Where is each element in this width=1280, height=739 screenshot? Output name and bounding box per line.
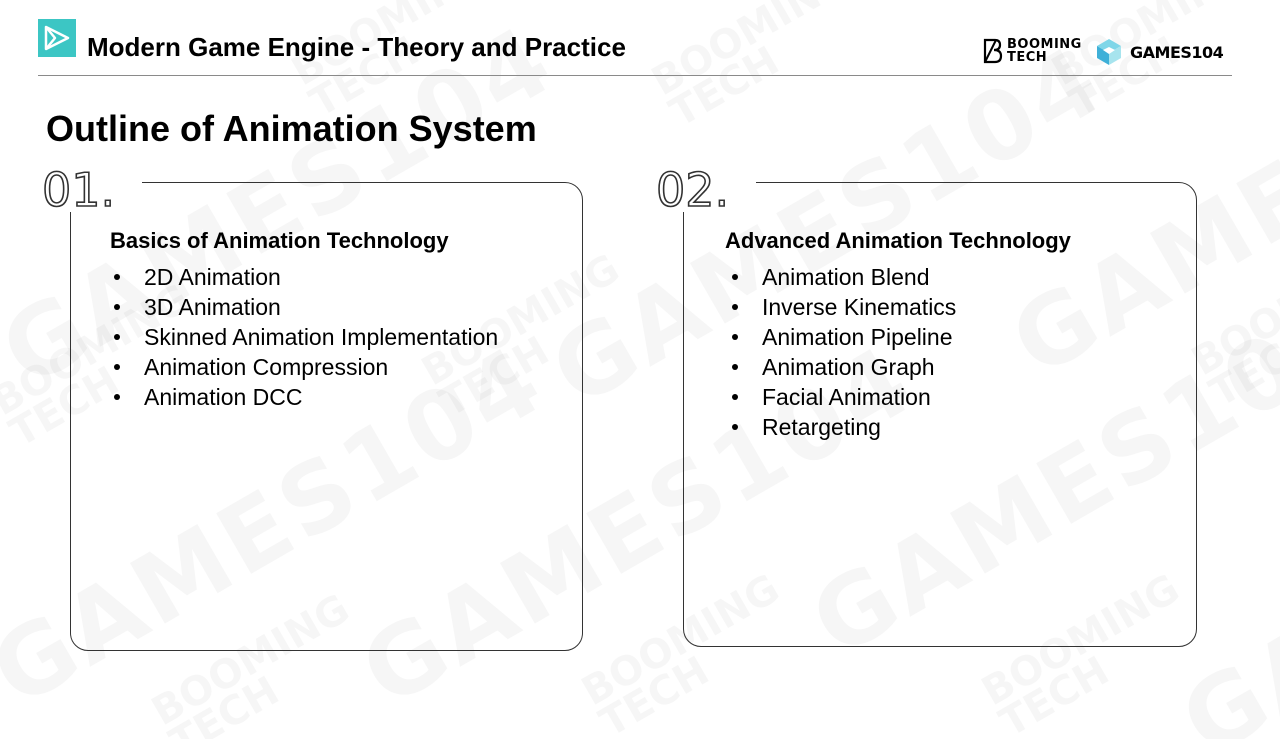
bullet-list-basics (112, 262, 498, 412)
booming-line-1: BOOMING (1007, 37, 1082, 52)
list-item: Animation Blend (730, 262, 956, 292)
bullet-dot (114, 394, 120, 400)
games104-logo (1094, 37, 1223, 67)
list-item: Facial Animation (730, 382, 956, 412)
bullet-dot (114, 274, 120, 280)
list-item: Animation Compression (112, 352, 498, 382)
games104-label: GAMES104 (1130, 42, 1224, 62)
section-number-02 (652, 166, 756, 212)
games-cube-icon (1094, 37, 1124, 67)
booming-line-2: TECH (1007, 50, 1048, 65)
play-logo-icon (38, 19, 76, 57)
section-number-01 (38, 166, 142, 212)
list-item: Inverse Kinematics (730, 292, 956, 322)
bullet-list-advanced (730, 262, 956, 442)
list-item: Animation DCC (112, 382, 498, 412)
bullet-dot (732, 364, 738, 370)
bullet-dot (114, 334, 120, 340)
section-number-text: 02. (656, 166, 730, 212)
bullet-dot (114, 304, 120, 310)
bullet-dot (732, 334, 738, 340)
course-title: Modern Game Engine - Theory and Practice (87, 32, 626, 62)
section-number-text: 01. (42, 166, 116, 212)
list-item: Animation Graph (730, 352, 956, 382)
section-heading-advanced: Advanced Animation Technology (725, 228, 1071, 253)
list-item: Skinned Animation Implementation (112, 322, 498, 352)
booming-b-icon (983, 38, 1003, 64)
list-item: 3D Animation (112, 292, 498, 322)
header-divider (38, 75, 1232, 76)
watermark-booming-text (1187, 240, 1280, 412)
list-item: Retargeting (730, 412, 956, 442)
slide-title: Outline of Animation System (46, 108, 537, 149)
booming-tech-logo (983, 38, 1082, 64)
bullet-dot (732, 424, 738, 430)
bullet-dot (732, 304, 738, 310)
bullet-dot (732, 274, 738, 280)
list-item: Animation Pipeline (730, 322, 956, 352)
slide-header (0, 0, 1280, 78)
section-heading-basics: Basics of Animation Technology (110, 228, 449, 253)
bullet-dot (114, 364, 120, 370)
bullet-dot (732, 394, 738, 400)
list-item: 2D Animation (112, 262, 498, 292)
